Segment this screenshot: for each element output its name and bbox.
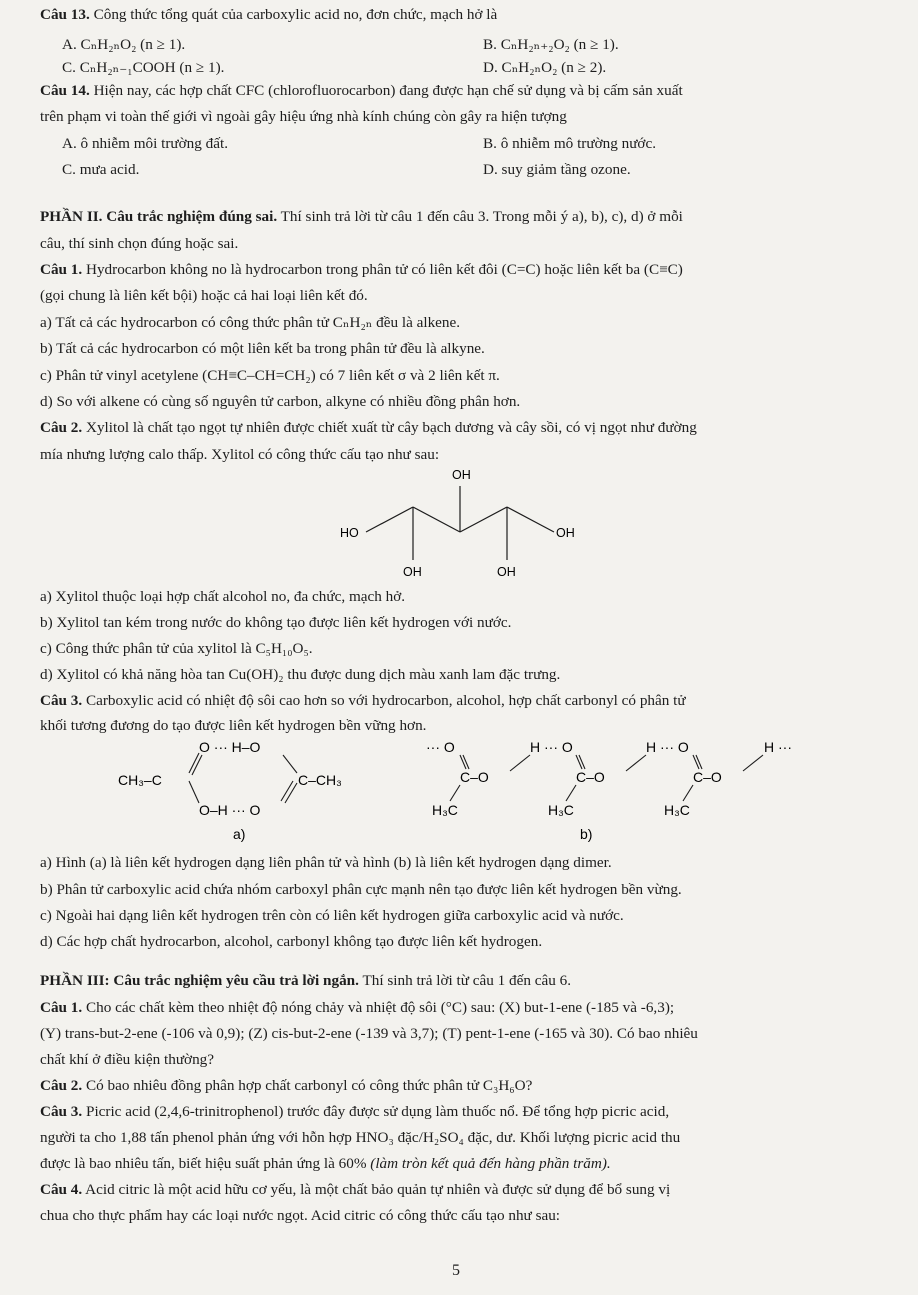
fig-b-h3c-1: H₃C — [432, 802, 458, 818]
p2q1-stem-line1 — [40, 261, 683, 279]
p3q2-text1: Có bao nhiêu đồng phân hợp chất carbonyl có công thức phân tử C₃H₆O? — [86, 1077, 533, 1094]
p2q1-stem-line2: (gọi chung là liên kết bội) hoặc cả hai loại liên kết đó. — [40, 287, 368, 304]
p2q3-stem-line2: khối tương đương do tạo được liên kết hydrogen bền vững hơn. — [40, 717, 427, 734]
q13-text: Công thức tổng quát của carboxylic acid no, đơn chức, mạch hở là — [93, 6, 498, 23]
p2q2-text1: Xylitol là chất tạo ngọt tự nhiên được chiết xuất từ cây bạch dương và cây sồi, có vị ngọt như đường — [86, 419, 697, 436]
p3q4-line2: chua cho thực phẩm hay các loại nước ngọt. Acid citric có công thức cấu tạo như sau: — [40, 1207, 561, 1224]
xylitol-structure — [330, 462, 610, 587]
xylitol-oh-right: OH — [556, 526, 575, 540]
p3q1-line2: (Y) trans-but-2-ene (-106 và 0,9); (Z) cis-but-2-ene (-139 và 3,7); (T) pent-1-ene (-165 và 30). Có bao nhiêu — [40, 1025, 698, 1042]
q13-option-a[interactable]: A. CₙH₂ₙO₂ (n ≥ 1). — [62, 36, 186, 53]
p3q3-line1 — [40, 1103, 669, 1121]
p2q2-stem-line1 — [40, 419, 697, 437]
p3q3-head: Câu 3. — [40, 1103, 83, 1120]
q13-option-d[interactable]: D. CₙH₂ₙO₂ (n ≥ 2). — [483, 59, 607, 76]
part2-intro — [40, 208, 683, 226]
part3-head: PHẦN III: Câu trắc nghiệm yêu cầu trả lời ngắn. — [40, 972, 359, 989]
part2-text1: Thí sinh trả lời từ câu 1 đến câu 3. Trong mỗi ý a), b), c), d) ở mỗi — [280, 208, 683, 225]
q14-option-c[interactable]: C. mưa acid. — [62, 161, 140, 178]
p3q2-line1 — [40, 1077, 532, 1095]
p2q1-text1: Hydrocarbon không no là hydrocarbon trong phân tử có liên kết đôi (C=C) hoặc liên kết ba (C≡C) — [86, 261, 683, 278]
q14-text1: Hiện nay, các hợp chất CFC (chlorofluorocarbon) đang được hạn chế sử dụng và bị cấm sản xuất — [93, 82, 683, 99]
p3q4-line1 — [40, 1181, 670, 1199]
fig-b-h3c-2: H₃C — [548, 802, 574, 818]
p3q3-line2: người ta cho 1,88 tấn phenol phản ứng với hỗn hợp HNO₃ đặc/H₂SO₄ đặc, dư. Khối lượng picric acid thu — [40, 1129, 681, 1146]
q13-head: Câu 13. — [40, 6, 90, 23]
fig-a-top-bond: O ··· H–O — [199, 739, 261, 755]
q14-option-d[interactable]: D. suy giảm tầng ozone. — [483, 161, 631, 178]
p3q1-line1 — [40, 999, 674, 1017]
part3-text: Thí sinh trả lời từ câu 1 đến câu 6. — [362, 972, 572, 989]
p2q1-statement-b[interactable]: b) Tất cả các hydrocarbon có một liên kết ba trong phân tử đều là alkyne. — [40, 340, 485, 357]
fig-b-label: b) — [580, 826, 593, 842]
p2q2-statement-a[interactable]: a) Xylitol thuộc loại hợp chất alcohol no, đa chức, mạch hở. — [40, 588, 406, 605]
p3q4-head: Câu 4. — [40, 1181, 83, 1198]
q13-option-b[interactable]: B. CₙH₂ₙ₊₂O₂ (n ≥ 1). — [483, 36, 619, 53]
fig-b-co-1: C–O — [460, 769, 489, 785]
xylitol-oh-bottom-1: OH — [403, 565, 422, 579]
fig-b-co-2: C–O — [576, 769, 605, 785]
fig-a-ch3-left: CH₃–C — [118, 772, 162, 788]
p3q2-head: Câu 2. — [40, 1077, 83, 1094]
p2q1-statement-c[interactable]: c) Phân tử vinyl acetylene (CH≡C–CH=CH₂) có 7 liên kết σ và 2 liên kết π. — [40, 367, 500, 384]
q14-option-b[interactable]: B. ô nhiễm mô trường nước. — [483, 135, 656, 152]
p3q3-text1: Picric acid (2,4,6-trinitrophenol) trước đây được sử dụng làm thuốc nổ. Để tổng hợp picric acid, — [86, 1103, 670, 1120]
q14-stem-line2: trên phạm vi toàn thế giới vì ngoài gây hiệu ứng nhà kính chúng còn gây ra hiện tượng — [40, 108, 567, 125]
page-number: 5 — [452, 1262, 460, 1279]
xylitol-oh-bottom-2: OH — [497, 565, 516, 579]
q14-stem-line1 — [40, 82, 683, 100]
fig-b-h3c-3: H₃C — [664, 802, 690, 818]
p3q3-line3 — [40, 1155, 611, 1173]
p2q3-statement-c[interactable]: c) Ngoài hai dạng liên kết hydrogen trên còn có liên kết hydrogen giữa carboxylic acid và nước. — [40, 907, 624, 924]
p2q3-statement-b[interactable]: b) Phân tử carboxylic acid chứa nhóm carboxyl phân cực mạnh nên tạo được liên kết hydrogen bền vừng. — [40, 881, 682, 898]
p2q1-head: Câu 1. — [40, 261, 83, 278]
xylitol-oh-top: OH — [452, 468, 471, 482]
fig-b-h-bond-2: H ··· O — [646, 739, 689, 755]
p3q3-text3a: được là bao nhiêu tấn, biết hiệu suất phản ứng là 60% — [40, 1155, 367, 1172]
hbond-figure-b — [420, 735, 820, 845]
part3-intro — [40, 972, 571, 990]
q13-option-c[interactable]: C. CₙH₂ₙ₋₁COOH (n ≥ 1). — [62, 59, 225, 76]
p3q1-head: Câu 1. — [40, 999, 83, 1016]
fig-a-ch3-right: C–CH₃ — [298, 772, 342, 788]
fig-b-dots: ··· O — [426, 739, 455, 755]
p3q3-rounding-note: (làm tròn kết quả đến hàng phần trăm). — [370, 1155, 611, 1172]
p2q3-statement-d[interactable]: d) Các hợp chất hydrocarbon, alcohol, carbonyl không tạo được liên kết hydrogen. — [40, 933, 543, 950]
q14-option-a[interactable]: A. ô nhiễm môi trường đất. — [62, 135, 229, 152]
p2q3-stem-line1 — [40, 692, 686, 710]
fig-b-co-3: C–O — [693, 769, 722, 785]
p3q1-line3: chất khí ở điều kiện thường? — [40, 1051, 215, 1068]
p2q2-stem-line2: mía nhưng lượng calo thấp. Xylitol có công thức cấu tạo như sau: — [40, 446, 440, 463]
p2q2-statement-c[interactable]: c) Công thức phân tử của xylitol là C₅H₁₀O₅. — [40, 640, 313, 657]
fig-a-label: a) — [233, 826, 246, 842]
p2q3-head: Câu 3. — [40, 692, 83, 709]
part2-text2: câu, thí sinh chọn đúng hoặc sai. — [40, 235, 239, 252]
p2q2-statement-d[interactable]: d) Xylitol có khả năng hòa tan Cu(OH)₂ thu được dung dịch màu xanh lam đặc trưng. — [40, 666, 561, 683]
p2q3-statement-a[interactable]: a) Hình (a) là liên kết hydrogen dạng liên phân tử và hình (b) là liên kết hydrogen dạng dimer. — [40, 854, 612, 871]
p3q4-text1: Acid citric là một acid hữu cơ yếu, là một chất bảo quản tự nhiên và được sử dụng để bổ sung vị — [85, 1181, 671, 1198]
p2q2-statement-b[interactable]: b) Xylitol tan kém trong nước do không tạo được liên kết hydrogen với nước. — [40, 614, 512, 631]
fig-b-h-bond-1: H ··· O — [530, 739, 573, 755]
p2q1-statement-a[interactable]: a) Tất cả các hydrocarbon có công thức phân tử CₙH₂ₙ đều là alkene. — [40, 314, 461, 331]
p2q3-text1: Carboxylic acid có nhiệt độ sôi cao hơn so với hydrocarbon, alcohol, hợp chất carbonyl có phân tử — [86, 692, 686, 709]
hbond-figure-a — [115, 735, 385, 845]
p2q2-head: Câu 2. — [40, 419, 83, 436]
xylitol-ho-left: HO — [340, 526, 359, 540]
xylitol-bonds — [366, 486, 554, 560]
fig-a-bottom-bond: O–H ··· O — [199, 802, 261, 818]
fig-b-h-bond-3: H ··· — [764, 739, 792, 755]
p3q1-text1: Cho các chất kèm theo nhiệt độ nóng chảy và nhiệt độ sôi (°C) sau: (X) but-1-ene (-185 và -6,3); — [86, 999, 675, 1016]
fig-a-bonds — [189, 753, 297, 803]
p2q1-statement-d[interactable]: d) So với alkene có cùng số nguyên tử carbon, alkyne có nhiều đồng phân hơn. — [40, 393, 521, 410]
q14-head: Câu 14. — [40, 82, 90, 99]
q13-stem — [40, 6, 497, 24]
part2-head: PHẦN II. Câu trắc nghiệm đúng sai. — [40, 208, 278, 225]
